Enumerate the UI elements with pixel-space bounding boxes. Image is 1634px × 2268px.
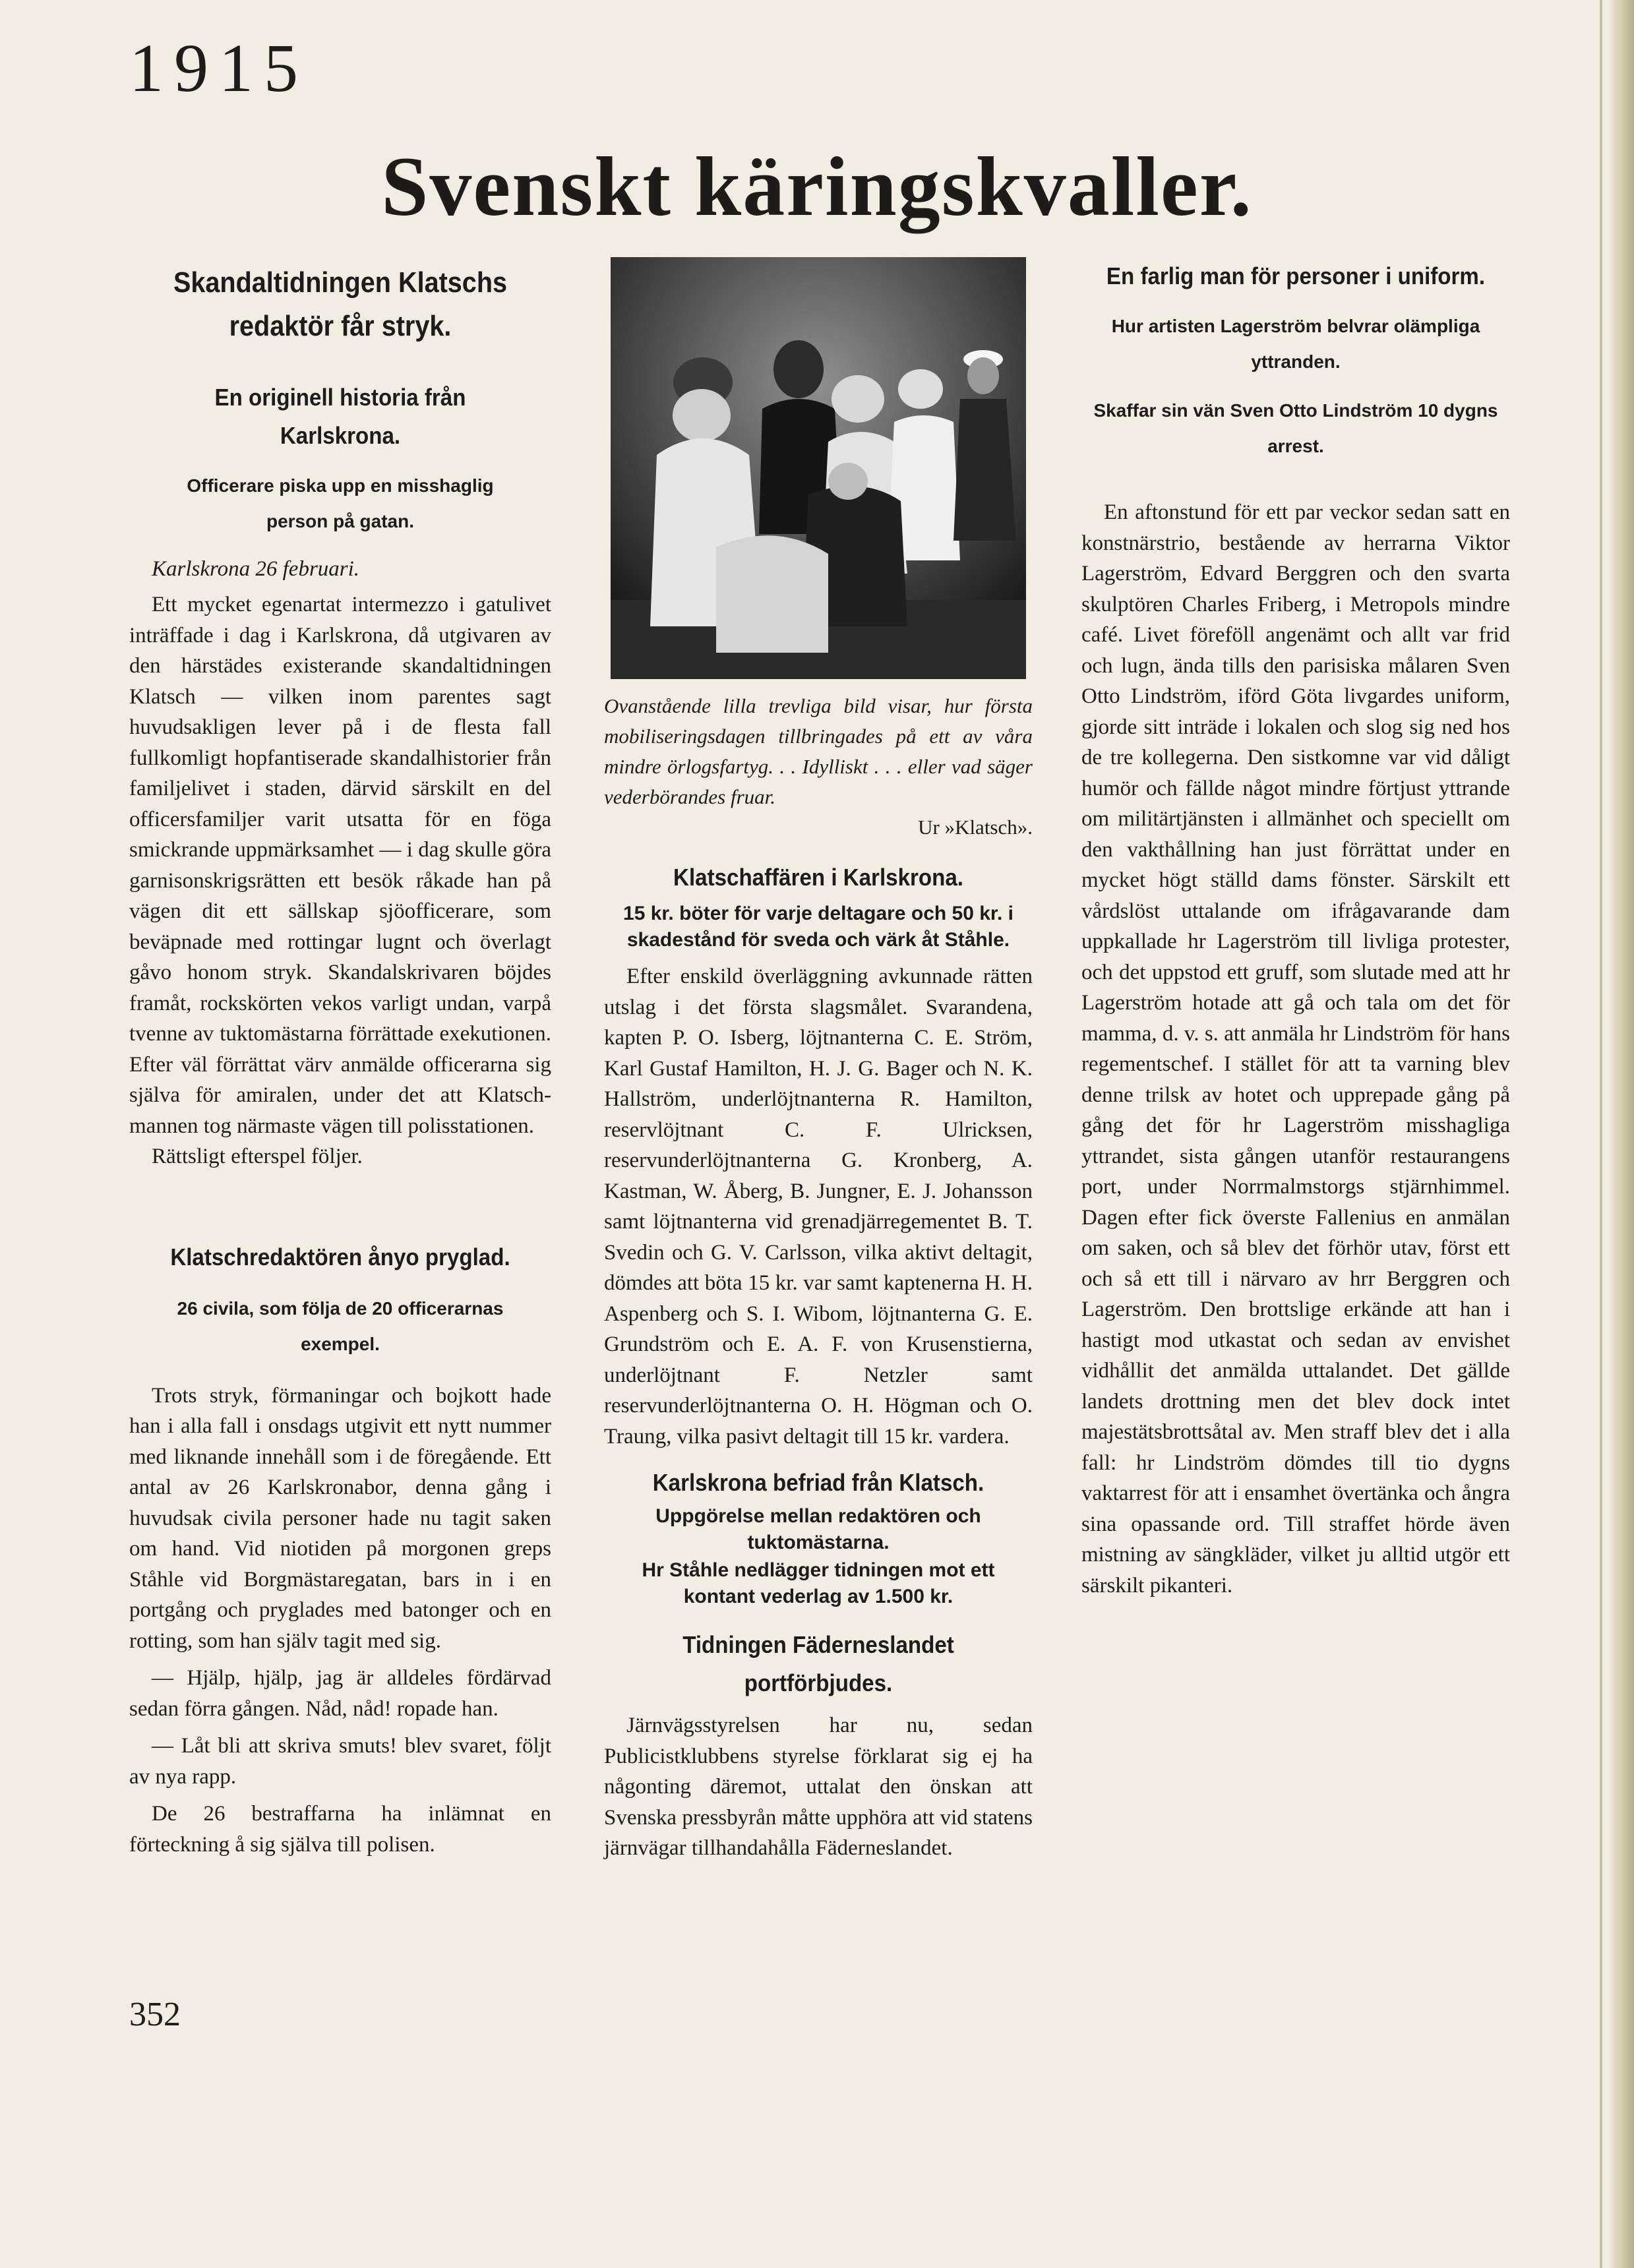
story6-headline: En farlig man för personer i uniform. (1106, 262, 1486, 289)
page-number: 352 (129, 1996, 181, 2033)
story2-paragraph-2: — Hjälp, hjälp, jag är alldeles fördärvad sedan förra gången. Nåd, nåd! ropade han. (129, 1666, 551, 1721)
story2-subheading: 26 civila, som följa de 20 officerarnas exempel. (177, 1298, 504, 1354)
story1-dateline: Karlskrona 26 februari. (152, 557, 360, 581)
story2-paragraph-3: — Låt bli att skriva smuts! blev svaret, följt av nya rapp. (129, 1734, 551, 1789)
page-title: Svenskt käringskvaller. (381, 140, 1253, 233)
story4-headline: Karlskrona befriad från Klatsch. (652, 1469, 984, 1496)
story2-headline: Klatschredaktören ånyo pryglad. (170, 1243, 510, 1270)
photo-caption: Ovanstående lilla trevliga bild visar, hur första mobiliseringsdagen tillbringades på ett av våra mindre örlogsfartyg. . . Idylliskt . . . eller vad säger vederbörandes fruar. (604, 694, 1033, 808)
left-column (129, 257, 551, 1860)
story1-closing: Rättsligt efterspel följer. (152, 1145, 363, 1168)
story4-subheading-2: Hr Ståhle nedlägger tidningen mot ett kontant vederlag av 1.500 kr. (642, 1559, 995, 1607)
story1-body: Ett mycket egenartat intermezzo i gatulivet inträffade i dag i Karlskrona, då utgivaren av den härstädes existerande skandaltidningen Klatsch — vilken inom parentes sagt huvudsakligen lever på i de flesta fall fullkomligt hopfantiserade skandalhistorier från familjelivet i staden, därvid särskilt en del officersfamiljer varit utsatta för en föga smickrande uppmärksamhet — i dag skulle göra garnisonskrigsrätten ett besök råkade han på vägen dit ett sällskap sjöofficerare, som beväpnade med rottingar lugnt och överlagt gåvo honom stryk. Skandalskrivaren böjdes framåt, rockskörten vekos varligt undan, varpå tvenne av tuktomästarna förrättade exekutionen. Efter väl förrättat värv anmälde officerarna sig själva för amiralen, under det att Klatsch-mannen tog närmaste vägen till polisstationen. (129, 593, 551, 1138)
story6-body: En aftonstund för ett par veckor sedan satt en konstnärstrio, bestående av herrarna Viktor Lagerström, Edvard Berggren och den svarta skulptören Charles Friberg, i Metropols mindre café. Livet föreföll angenämt och allt var frid och lugn, ända tills den parisiska målaren Sven Otto Lindström, iförd Göta livgardes uniform, gjorde sitt inträde i lokalen och slog sig ned hos de tre kollegerna. Den sistkomne var vid dåligt humör och fällde något mindre förtjust yttrande om militärtjänsten i allmänhet och speciellt om den vakthållning han just förrättat under en mycket högt ställd dams fönster. Särskilt ett vårdslöst uttalande om ifrågavarande dam uppkallade hr Lagerström till livliga protester, och det uppstod ett gruff, som slutade med att hr Lagerström hotade att gå och tala om det för mamma, d. v. s. att anmäla hr Lindström för hans regementschef. I stället för att ta varning blev denne trilsk av hotet och upprepade gång på gång det för hr Lagerström misshagliga yttrandet, sista gången utanför restaurangens port, under Norrmalmstorgs stjärnhimmel. Dagen efter fick överste Fallenius en anmälan om saken, och så blev det förhör utav, först ett och så ett till i närvaro av hrr Berggren och Lagerström. Den brottslige erkände att han i hastigt mod utkastat och sedan av envishet vidhållit det anmälda uttalandet. Det gällde landets drottning men det blev dock intet majestätsbrottsåtal av. Men straff blev det i alla fall: hr Lindström dömdes till tio dygns vaktarrest för att i ensamhet övertänka och ångra sina opassande ord. Till straffet hörde även mistning av sängkläder, vilket ju alltid utgör ett särskilt pikanteri. (1081, 500, 1510, 1597)
story3-body: Efter enskild överläggning avkunnade rätten utslag i det första slagsmålet. Svarandena, kapten P. O. Isberg, löjtnanterna C. E. Ström, Karl Gustaf Hamilton, H. J. G. Bager och N. K. Hallström, underlöjtnanterna R. Hamilton, reservlöjtnant C. F. Ulricksen, reservunderlöjtnanterna G. Kronberg, A. Kastman, W. Åberg, B. Jungner, E. J. Johansson samt löjtnanterna vid grenadjärregementet B. T. Svedin och G. V. Carlsson, vilka aktivt deltagit, dömdes att böta 15 kr. var samt kaptenerna H. H. Aspenberg och S. I. Wibom, löjtnanterna G. E. Grundström och E. A. F. von Krusenstierna, underlöjtnant F. Netzler samt reservunderlöjtnanterna O. H. Högman och O. Traung, vilka pasivt deltagit till 15 kr. vardera. (604, 965, 1033, 1448)
story3-headline: Klatschaffären i Karlskrona. (673, 864, 963, 891)
right-column (1081, 257, 1510, 1601)
group-photo-image (611, 257, 1026, 679)
page-edge (1609, 0, 1634, 2268)
group-photo (611, 257, 1026, 679)
story4-subheading: Uppgörelse mellan redaktören och tuktomästarna. (655, 1505, 981, 1553)
story6-subheading: Hur artisten Lagerström belvrar olämpliga yttranden. (1111, 316, 1480, 372)
photo-credit: Ur »Klatsch». (918, 816, 1033, 839)
story5-headline: Tidningen Fäderneslandet portförbjudes. (682, 1631, 954, 1696)
story3-subheading: 15 kr. böter för varje deltagare och 50 kr. i skadestånd för sveda och värk åt Ståhle. (623, 903, 1014, 951)
story5-body: Järnvägsstyrelsen har nu, sedan Publicistklubbens styrelse förklarat sig ej ha någonting däremot, uttalat den önskan att Svenska pressbyrån måtte upphöra att vid statens järnvägar tillhandahålla Fäderneslandet. (604, 1714, 1033, 1860)
story6-subheading-2: Skaffar sin vän Sven Otto Lindström 10 dygns arrest. (1093, 400, 1498, 456)
story1-subheading-2: Officerare piska upp en misshaglig person på gatan. (187, 475, 494, 531)
story2-paragraph-4: De 26 bestraffarna ha inlämnat en förteckning å sig själva till polisen. (129, 1802, 551, 1857)
story1-subheading: En originell historia från Karlskrona. (214, 384, 466, 449)
page-binding-line (1600, 0, 1602, 2268)
story1-headline: Skandaltidningen Klatschs redaktör får stryk. (173, 266, 508, 342)
year-heading: 1915 (129, 30, 309, 106)
story2-paragraph-1: Trots stryk, förmaningar och bojkott hade han i alla fall i onsdags utgivit ett nytt nummer med liknande innehåll som i de föregående. Ett antal av 26 Karlskronabor, denna gång i huvudsak civila personer hade nu tagit saken om hand. Vid niotiden på morgonen greps Ståhle vid Borgmästaregatan, bars in i en portgång och pryglades med batonger och en rotting, som han själv tagit med sig. (129, 1383, 551, 1653)
middle-column (604, 257, 1033, 1864)
